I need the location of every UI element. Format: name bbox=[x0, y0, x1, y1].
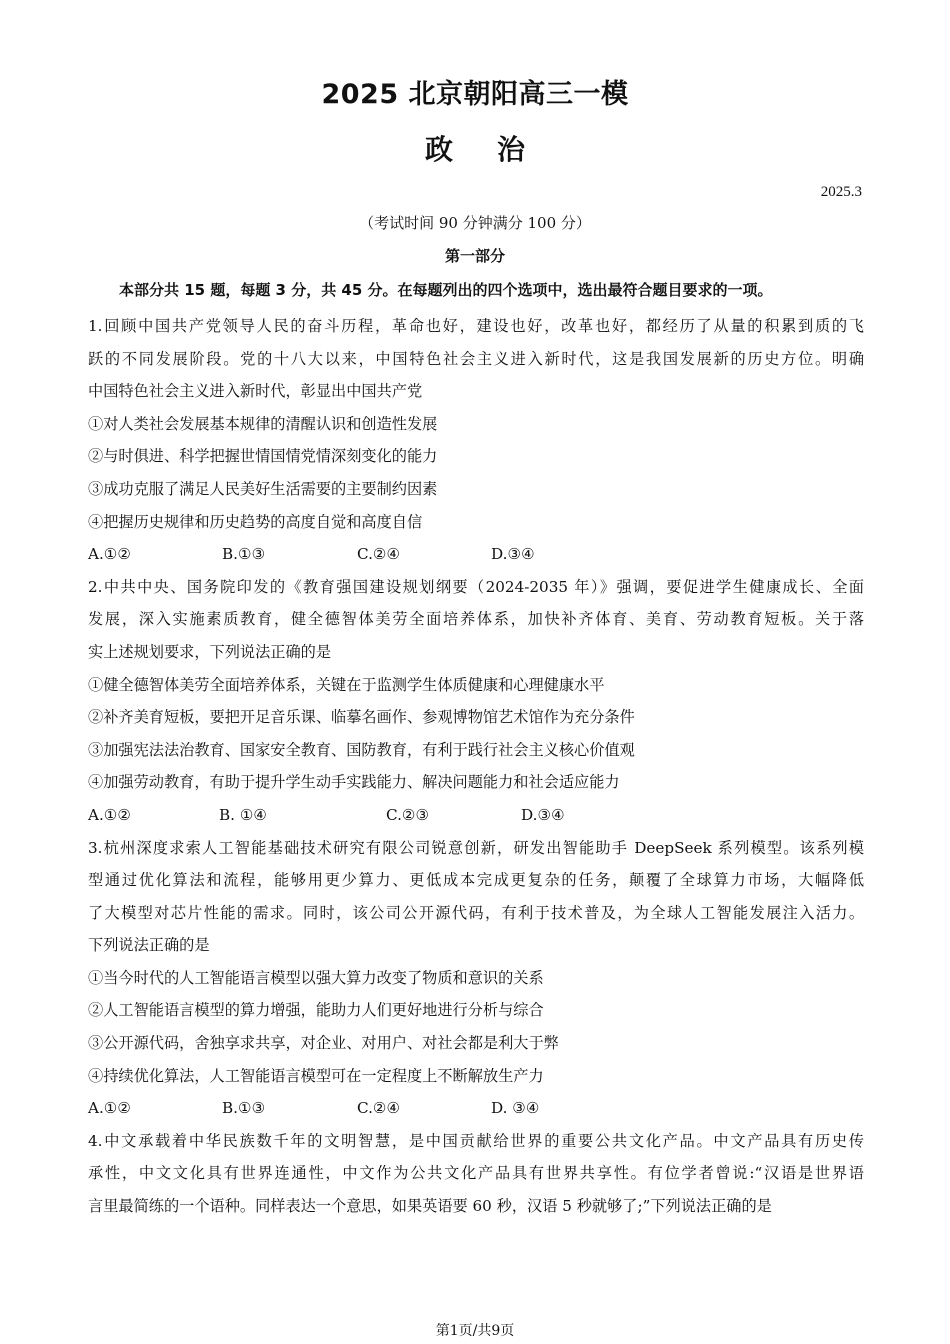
question-stem-line: 承性，中文文化具有世界连通性，中文作为公共文化产品具有世界共享性。有位学者曾说:“汉语是世界语 bbox=[88, 1164, 864, 1183]
statement-item: ③公开源代码，舍独享求共享，对企业、对用户、对社会都是利大于弊 bbox=[88, 1034, 559, 1053]
option-b: B.①③ bbox=[222, 545, 266, 564]
question-stem-line: 中国特色社会主义进入新时代，彰显出中国共产党 bbox=[88, 382, 423, 401]
exam-title: 2025 北京朝阳高三一模 bbox=[321, 79, 629, 110]
option-c: C.②④ bbox=[357, 1099, 401, 1118]
option-b: B.①③ bbox=[222, 1099, 266, 1118]
part-heading: 第一部分 bbox=[444, 247, 505, 265]
option-a: A.①② bbox=[88, 805, 132, 824]
statement-item: ②人工智能语言模型的算力增强，能助力人们更好地进行分析与综合 bbox=[88, 1001, 544, 1020]
question-stem-line: 1.回顾中国共产党领导人民的奋斗历程，革命也好，建设也好，改革也好，都经历了从量的积累到质的飞 bbox=[88, 317, 864, 335]
option-d: D.③④ bbox=[521, 805, 565, 824]
question-list bbox=[88, 310, 864, 1223]
question-2 bbox=[88, 571, 864, 832]
question-stem-line: 跃的不同发展阶段。党的十八大以来，中国特色社会主义进入新时代，这是我国发展新的历史方位。明确 bbox=[88, 349, 864, 368]
question-stem-line: 3.杭州深度求索人工智能基础技术研究有限公司锐意创新，研发出智能助手 DeepSeek 系列模型。该系列模 bbox=[88, 838, 864, 857]
option-d: D. ③④ bbox=[491, 1099, 540, 1118]
answer-options bbox=[88, 1092, 864, 1125]
statement-item: ④加强劳动教育，有助于提升学生动手实践能力、解决问题能力和社会适应能力 bbox=[88, 773, 620, 792]
question-4 bbox=[88, 1125, 864, 1223]
statement-item: ③加强宪法法治教育、国家安全教育、国防教育，有利于践行社会主义核心价值观 bbox=[88, 740, 635, 759]
question-3 bbox=[88, 832, 864, 1125]
question-1 bbox=[88, 310, 864, 571]
statement-item: ②补齐美育短板，要把开足音乐课、临摹名画作、参观博物馆艺术馆作为充分条件 bbox=[88, 708, 635, 727]
exam-time-note: （考试时间 90 分钟满分 100 分） bbox=[359, 214, 591, 232]
answer-options bbox=[88, 538, 864, 571]
question-stem-line: 4.中文承载着中华民族数千年的文明智慧，是中国贡献给世界的重要公共文化产品。中文产品具有历史传 bbox=[88, 1131, 864, 1150]
statement-item: ①当今时代的人工智能语言模型以强大算力改变了物质和意识的关系 bbox=[88, 968, 544, 987]
statement-item: ④持续优化算法，人工智能语言模型可在一定程度上不断解放生产力 bbox=[88, 1066, 544, 1085]
option-d: D.③④ bbox=[491, 545, 535, 564]
question-stem-line: 型通过优化算法和流程，能够用更少算力、更低成本完成更复杂的任务，颠覆了全球算力市场，大幅降低 bbox=[88, 871, 864, 890]
statement-item: ③成功克服了满足人民美好生活需要的主要制约因素 bbox=[88, 479, 438, 498]
question-stem-line: 下列说法正确的是 bbox=[88, 936, 210, 955]
subject-title: 政治 bbox=[424, 133, 569, 166]
page-number: 第1页/共9页 bbox=[435, 1323, 515, 1339]
statement-item: ②与时俱进、科学把握世情国情党情深刻变化的能力 bbox=[88, 447, 438, 466]
option-c: C.②④ bbox=[357, 545, 401, 564]
answer-options bbox=[88, 799, 864, 832]
part-instructions: 本部分共 15 题，每题 3 分，共 45 分。在每题列出的四个选项中，选出最符合题目要求的一项。 bbox=[119, 281, 773, 299]
option-a: A.①② bbox=[88, 1099, 132, 1118]
statement-item: ①健全德智体美劳全面培养体系，关键在于监测学生体质健康和心理健康水平 bbox=[88, 675, 605, 694]
statement-item: ④把握历史规律和历史趋势的高度自觉和高度自信 bbox=[88, 512, 423, 531]
question-stem-line: 言里最简练的一个语种。同样表达一个意思，如果英语要 60 秒，汉语 5 秒就够了;”下列说法正确的是 bbox=[88, 1197, 772, 1216]
option-b: B. ①④ bbox=[219, 805, 268, 824]
exam-date: 2025.3 bbox=[820, 184, 862, 200]
question-stem-line: 2.中共中央、国务院印发的《教育强国建设规划纲要（2024-2035 年）》强调，要促进学生健康成长、全面 bbox=[88, 577, 864, 596]
option-a: A.①② bbox=[88, 545, 132, 564]
option-c: C.②③ bbox=[386, 805, 430, 824]
question-stem-line: 了大模型对芯片性能的需求。同时，该公司公开源代码，有利于技术普及，为全球人工智能发展注入活力。 bbox=[88, 903, 864, 922]
statement-item: ①对人类社会发展基本规律的清醒认识和创造性发展 bbox=[88, 414, 438, 433]
question-stem-line: 发展，深入实施素质教育，健全德智体美劳全面培养体系，加快补齐体育、美育、劳动教育短板。关于落 bbox=[88, 610, 864, 629]
question-stem-line: 实上述规划要求，下列说法正确的是 bbox=[88, 642, 331, 661]
